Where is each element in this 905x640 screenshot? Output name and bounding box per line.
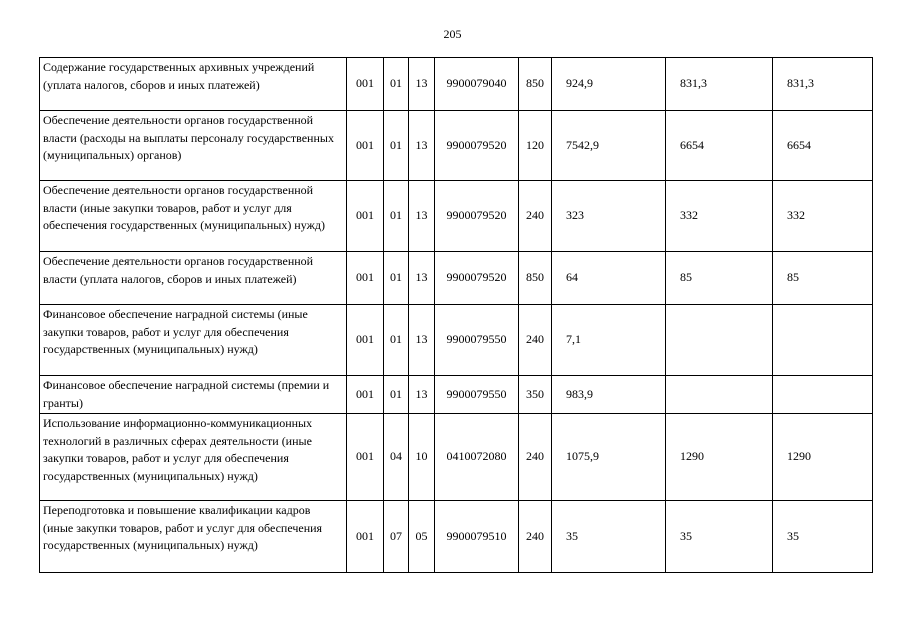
expense-name-cell: Финансовое обеспечение наградной системы (иные закупки товаров, работ и услуг для обеспечения государственных (муниципальных) нужд) xyxy=(40,305,347,376)
section-code-cell: 01 xyxy=(384,252,409,305)
amount-year1-cell: 7,1 xyxy=(552,305,666,376)
table-row xyxy=(40,252,873,305)
ministry-code-cell: 001 xyxy=(347,111,384,181)
expense-type-cell: 240 xyxy=(519,305,552,376)
amount-year2-cell xyxy=(666,376,773,414)
subsection-code-cell: 13 xyxy=(409,111,435,181)
subsection-code-cell: 13 xyxy=(409,181,435,252)
amount-year1-cell: 1075,9 xyxy=(552,414,666,501)
expense-name-cell: Переподготовка и повышение квалификации кадров (иные закупки товаров, работ и услуг для обеспечения государственных (муниципальных) нужд) xyxy=(40,501,347,573)
target-article-cell: 0410072080 xyxy=(435,414,519,501)
amount-year1-cell: 924,9 xyxy=(552,58,666,111)
budget-table xyxy=(39,57,873,573)
amount-year3-cell: 6654 xyxy=(773,111,873,181)
expense-type-cell: 350 xyxy=(519,376,552,414)
amount-year2-cell: 1290 xyxy=(666,414,773,501)
amount-year2-cell: 332 xyxy=(666,181,773,252)
expense-type-cell: 240 xyxy=(519,181,552,252)
subsection-code-cell: 13 xyxy=(409,376,435,414)
amount-year3-cell: 85 xyxy=(773,252,873,305)
ministry-code-cell: 001 xyxy=(347,181,384,252)
ministry-code-cell: 001 xyxy=(347,305,384,376)
table-row xyxy=(40,181,873,252)
amount-year1-cell: 64 xyxy=(552,252,666,305)
subsection-code-cell: 13 xyxy=(409,58,435,111)
page-number: 205 xyxy=(443,27,462,41)
section-code-cell: 01 xyxy=(384,305,409,376)
expense-name-cell: Обеспечение деятельности органов государственной власти (уплата налогов, сборов и иных платежей) xyxy=(40,252,347,305)
amount-year1-cell: 983,9 xyxy=(552,376,666,414)
ministry-code-cell: 001 xyxy=(347,501,384,573)
amount-year1-cell: 7542,9 xyxy=(552,111,666,181)
amount-year3-cell: 35 xyxy=(773,501,873,573)
ministry-code-cell: 001 xyxy=(347,252,384,305)
expense-name-cell: Содержание государственных архивных учреждений (уплата налогов, сборов и иных платежей) xyxy=(40,58,347,111)
expense-type-cell: 240 xyxy=(519,501,552,573)
amount-year2-cell: 831,3 xyxy=(666,58,773,111)
amount-year2-cell: 85 xyxy=(666,252,773,305)
section-code-cell: 01 xyxy=(384,58,409,111)
expense-name-cell: Обеспечение деятельности органов государственной власти (иные закупки товаров, работ и услуг для обеспечения государственных (муниципальных) нужд) xyxy=(40,181,347,252)
amount-year2-cell: 35 xyxy=(666,501,773,573)
expense-name-cell: Финансовое обеспечение наградной системы (премии и гранты) xyxy=(40,376,347,414)
ministry-code-cell: 001 xyxy=(347,376,384,414)
target-article-cell: 9900079520 xyxy=(435,252,519,305)
expense-name-cell: Использование информационно-коммуникационных технологий в различных сферах деятельности (иные закупки товаров, работ и услуг для обеспечения государственных (муниципальных) нужд) xyxy=(40,414,347,501)
amount-year3-cell: 332 xyxy=(773,181,873,252)
amount-year3-cell: 831,3 xyxy=(773,58,873,111)
table-row xyxy=(40,111,873,181)
section-code-cell: 01 xyxy=(384,376,409,414)
table-row xyxy=(40,414,873,501)
section-code-cell: 01 xyxy=(384,181,409,252)
target-article-cell: 9900079550 xyxy=(435,376,519,414)
subsection-code-cell: 10 xyxy=(409,414,435,501)
expense-name-cell: Обеспечение деятельности органов государственной власти (расходы на выплаты персоналу государственных (муниципальных) органов) xyxy=(40,111,347,181)
table-body xyxy=(40,58,873,573)
target-article-cell: 9900079510 xyxy=(435,501,519,573)
ministry-code-cell: 001 xyxy=(347,414,384,501)
table-row xyxy=(40,501,873,573)
section-code-cell: 01 xyxy=(384,111,409,181)
expense-type-cell: 850 xyxy=(519,58,552,111)
amount-year2-cell xyxy=(666,305,773,376)
target-article-cell: 9900079520 xyxy=(435,111,519,181)
amount-year1-cell: 323 xyxy=(552,181,666,252)
target-article-cell: 9900079040 xyxy=(435,58,519,111)
amount-year3-cell xyxy=(773,305,873,376)
table-row xyxy=(40,58,873,111)
target-article-cell: 9900079520 xyxy=(435,181,519,252)
section-code-cell: 04 xyxy=(384,414,409,501)
target-article-cell: 9900079550 xyxy=(435,305,519,376)
section-code-cell: 07 xyxy=(384,501,409,573)
amount-year2-cell: 6654 xyxy=(666,111,773,181)
expense-type-cell: 850 xyxy=(519,252,552,305)
amount-year3-cell: 1290 xyxy=(773,414,873,501)
amount-year3-cell xyxy=(773,376,873,414)
expense-type-cell: 240 xyxy=(519,414,552,501)
table-row xyxy=(40,305,873,376)
ministry-code-cell: 001 xyxy=(347,58,384,111)
table-row xyxy=(40,376,873,414)
subsection-code-cell: 05 xyxy=(409,501,435,573)
amount-year1-cell: 35 xyxy=(552,501,666,573)
subsection-code-cell: 13 xyxy=(409,252,435,305)
expense-type-cell: 120 xyxy=(519,111,552,181)
subsection-code-cell: 13 xyxy=(409,305,435,376)
